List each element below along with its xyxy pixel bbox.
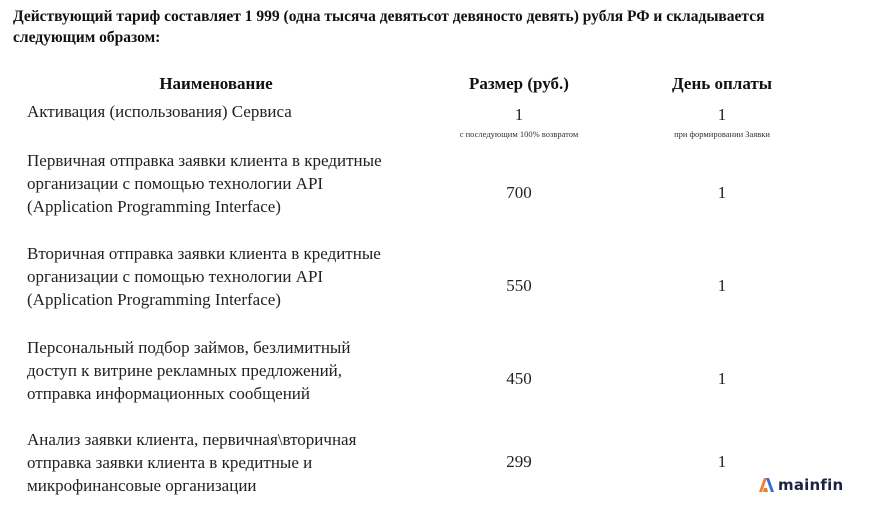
row-day: 1 <box>717 369 727 388</box>
row-name: Активация (использования) Сервиса <box>27 102 292 121</box>
size-value: 1 <box>514 105 524 124</box>
day-note: при формировании Заявки <box>674 129 770 139</box>
row-name: Персональный подбор займов, безлимитный доступ к витрине рекламных предложений, отправка информационных сообщений <box>27 338 351 403</box>
row-name: Вторичная отправка заявки клиента в кредитные организации с помощью технологии API (Application Programming Interface) <box>27 244 381 309</box>
logo-text: mainfin <box>778 476 844 494</box>
row-name: Анализ заявки клиента, первичная\вторичная отправка заявки клиента в кредитные и микрофинансовые организации <box>27 430 357 495</box>
row-day: 1 <box>717 183 727 202</box>
row-size: 550 <box>506 276 532 295</box>
mainfin-logo-icon <box>759 478 776 492</box>
row-size: 450 <box>506 369 532 388</box>
header-day: День оплаты <box>672 74 772 93</box>
tariff-intro: Действующий тариф составляет 1 999 (одна тысяча девятьсот девяносто девять) рубля РФ и складывается следующим образом: <box>13 8 765 46</box>
row-day <box>637 105 807 140</box>
header-size: Размер (руб.) <box>469 74 569 93</box>
mainfin-logo <box>759 476 843 494</box>
row-size: 299 <box>506 452 532 471</box>
size-note: с последующим 100% возвратом <box>459 129 579 139</box>
row-name: Первичная отправка заявки клиента в кредитные организации с помощью технологии API (Application Programming Interface) <box>27 151 382 216</box>
row-size <box>434 105 604 140</box>
row-size: 700 <box>506 183 532 202</box>
header-name: Наименование <box>159 74 273 93</box>
row-day: 1 <box>717 452 727 471</box>
day-value: 1 <box>717 105 727 124</box>
row-day: 1 <box>717 276 727 295</box>
